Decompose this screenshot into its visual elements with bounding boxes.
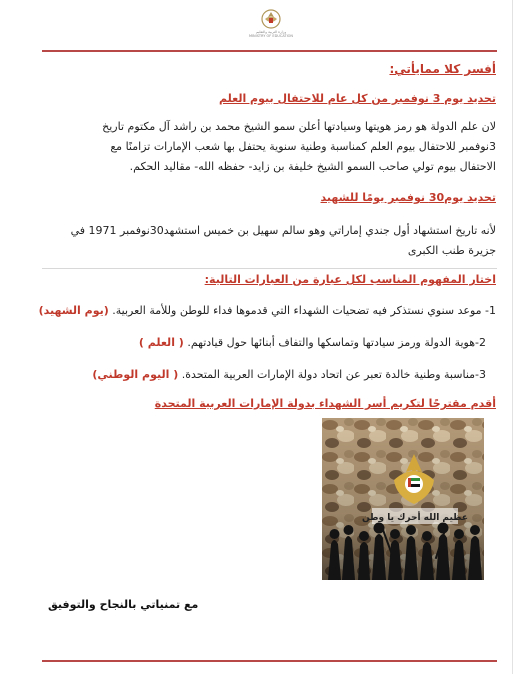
concept-item-text: 1- موعد سنوي نستذكر فيه تضحيات الشهداء التي قدموها فداء للوطن وللأمة العربية. (112, 304, 496, 317)
flag-day-heading: تحديد يوم 3 نوفمبر من كل عام للاحتفال بيوم العلم (219, 92, 496, 105)
image-caption: عظيم الله أحرك يا وطن (361, 513, 469, 523)
logo-caption-en: MINISTRY OF EDUCATION (249, 34, 293, 38)
question-heading: أفسر كلا ممايأتي: (389, 62, 496, 76)
martyrs-image (322, 418, 484, 580)
concept-item-answer: ( اليوم الوطني) (92, 368, 179, 381)
concept-heading: اختار المفهوم المناسب لكل عبارة من العبارات التالية: (204, 273, 496, 286)
flag-day-line: الاحتفال بيوم تولي صاحب السمو الشيخ خليفة بن زايد- حفظه الله- مقاليد الحكم. (129, 160, 496, 173)
concept-item-text: 3-مناسبة وطنية خالدة تعبر عن اتحاد دولة الإمارات العربية المتحدة. (181, 368, 486, 381)
flag-day-line: لان علم الدولة هو رمز هويتها وسيادتها أعلن سمو الشيخ محمد بن راشد آل مكتوم تاريخ (102, 120, 496, 133)
martyr-day-line: لأنه تاريخ استشهاد أول جندي إماراتي وهو سالم سهيل بن خميس استشهد30نوفمبر 1971 في (70, 224, 496, 237)
concept-item (39, 304, 496, 317)
martyr-day-line: جزيرة طنب الكبرى (407, 244, 496, 257)
flag-day-line: 3نوفمبر للاحتفال بيوم العلم كمناسبة وطنية سنوية يحتفل بها شعب الإمارات تزامنًا مع (110, 140, 496, 153)
concept-item-answer: (يوم الشهيد) (38, 304, 109, 317)
emblem-icon (260, 8, 282, 30)
mid-divider (42, 268, 497, 269)
martyrs-illustration (322, 418, 484, 580)
concept-item (139, 336, 486, 349)
emblem-logo (248, 8, 294, 42)
top-divider (42, 50, 497, 52)
closing-text: مع تمنياتي بالنجاح والتوفيق (48, 598, 199, 611)
martyr-day-heading: تحديد يوم30 نوفمبر يومًا للشهيد (320, 191, 496, 204)
suggest-heading: أقدم مقترحًا لتكريم أسر الشهداء بدولة الإمارات العربية المتحدة (154, 397, 496, 410)
concept-item (92, 368, 486, 381)
concept-item-answer: ( العلم ) (138, 336, 184, 349)
logo-caption: وزارة التربية والتعليم (255, 30, 287, 34)
bottom-divider (42, 660, 497, 662)
concept-item-text: 2-هوية الدولة ورمز سيادتها وتماسكها والتفاف أبنائها حول قيادتهم. (187, 336, 486, 349)
